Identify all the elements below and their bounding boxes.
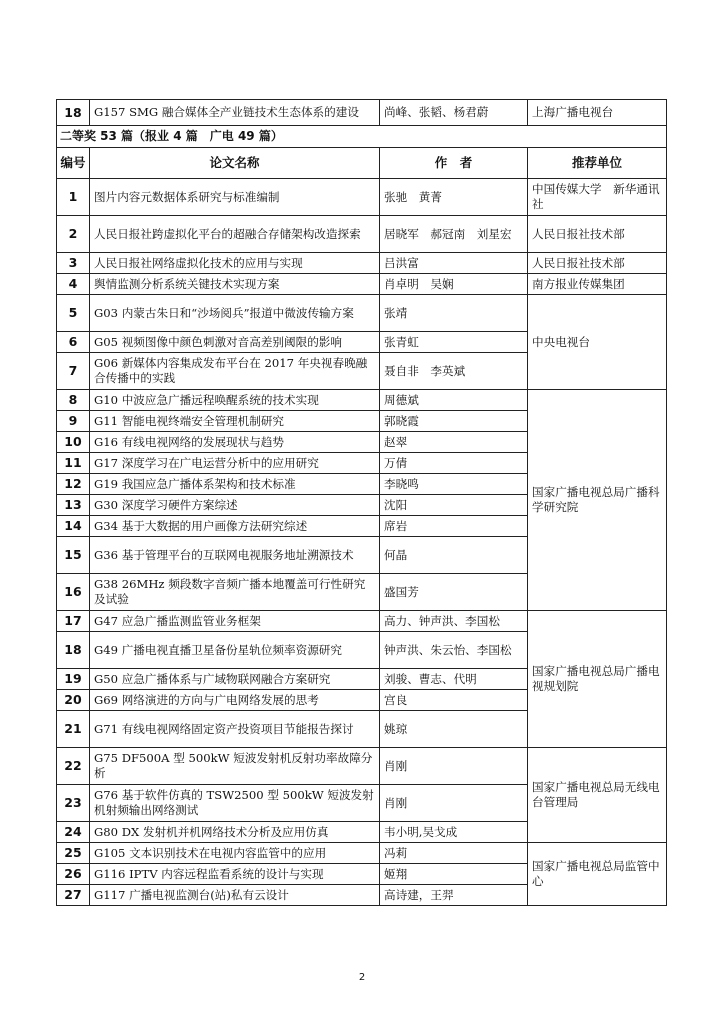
paper-authors: 肖卓明 吴娴 bbox=[380, 274, 528, 295]
row-number: 8 bbox=[57, 390, 90, 411]
paper-authors: 高诗建，王羿 bbox=[380, 885, 528, 906]
row-number: 16 bbox=[57, 574, 90, 611]
page-number: 2 bbox=[358, 972, 366, 983]
paper-authors: 肖刚 bbox=[380, 748, 528, 785]
recommending-unit: 国家广播电视总局监管中心 bbox=[528, 843, 667, 906]
recommending-unit: 国家广播电视总局广播科学研究院 bbox=[528, 390, 667, 611]
header-authors: 作 者 bbox=[380, 148, 528, 179]
paper-authors: 张青虹 bbox=[380, 332, 528, 353]
paper-title: G50 应急广播体系与广域物联网融合方案研究 bbox=[90, 669, 380, 690]
header-number-text: 编号 bbox=[60, 155, 86, 171]
recommending-unit: 人民日报社技术部 bbox=[528, 216, 667, 253]
paper-title: G76 基于软件仿真的 TSW2500 型 500kW 短波发射机射频输出网络测试 bbox=[90, 785, 380, 822]
row-number: 23 bbox=[57, 785, 90, 822]
section-header-row bbox=[57, 126, 667, 148]
row-number: 19 bbox=[57, 669, 90, 690]
paper-title: G38 26MHz 频段数字音频广播本地覆盖可行性研究及试验 bbox=[90, 574, 380, 611]
paper-authors: 姬翔 bbox=[380, 864, 528, 885]
paper-authors: 尚峰、张韬、杨君蔚 bbox=[380, 100, 528, 126]
paper-title: G10 中波应急广播远程唤醒系统的技术实现 bbox=[90, 390, 380, 411]
paper-authors: 盛国芳 bbox=[380, 574, 528, 611]
paper-title: 图片内容元数据体系研究与标准编制 bbox=[90, 179, 380, 216]
paper-title: G36 基于管理平台的互联网电视服务地址溯源技术 bbox=[90, 537, 380, 574]
table-row-top bbox=[57, 100, 667, 126]
paper-title: G117 广播电视监测台(站)私有云设计 bbox=[90, 885, 380, 906]
column-header-row bbox=[57, 148, 667, 179]
table-row bbox=[57, 390, 667, 411]
paper-authors: 冯莉 bbox=[380, 843, 528, 864]
paper-authors: 宫良 bbox=[380, 690, 528, 711]
row-number: 5 bbox=[57, 295, 90, 332]
table-row bbox=[57, 748, 667, 785]
table-row bbox=[57, 611, 667, 632]
row-number: 9 bbox=[57, 411, 90, 432]
paper-title: G49 广播电视直播卫星备份星轨位频率资源研究 bbox=[90, 632, 380, 669]
paper-authors: 李晓鸣 bbox=[380, 474, 528, 495]
paper-authors: 聂自非 李英斌 bbox=[380, 353, 528, 390]
table-row bbox=[57, 295, 667, 332]
paper-title: G157 SMG 融合媒体全产业链技术生态体系的建设 bbox=[90, 100, 380, 126]
row-number: 25 bbox=[57, 843, 90, 864]
row-number: 14 bbox=[57, 516, 90, 537]
row-number: 1 bbox=[57, 179, 90, 216]
table-row bbox=[57, 253, 667, 274]
row-number: 12 bbox=[57, 474, 90, 495]
paper-title: 人民日报社网络虚拟化技术的应用与实现 bbox=[90, 253, 380, 274]
row-number: 11 bbox=[57, 453, 90, 474]
header-number bbox=[57, 148, 90, 179]
paper-authors: 肖刚 bbox=[380, 785, 528, 822]
paper-title: G03 内蒙古朱日和“沙场阅兵”报道中微波传输方案 bbox=[90, 295, 380, 332]
paper-authors: 高力、钟声洪、李国松 bbox=[380, 611, 528, 632]
paper-authors: 何晶 bbox=[380, 537, 528, 574]
paper-authors: 万倩 bbox=[380, 453, 528, 474]
recommending-unit: 南方报业传媒集团 bbox=[528, 274, 667, 295]
row-number: 15 bbox=[57, 537, 90, 574]
table-row bbox=[57, 274, 667, 295]
row-number: 24 bbox=[57, 822, 90, 843]
paper-title: G116 IPTV 内容远程监看系统的设计与实现 bbox=[90, 864, 380, 885]
paper-title: G17 深度学习在广电运营分析中的应用研究 bbox=[90, 453, 380, 474]
paper-authors: 居晓军 郝冠南 刘星宏 bbox=[380, 216, 528, 253]
header-unit: 推荐单位 bbox=[528, 148, 667, 179]
table-row bbox=[57, 216, 667, 253]
row-number: 21 bbox=[57, 711, 90, 748]
paper-authors: 赵翠 bbox=[380, 432, 528, 453]
recommending-unit: 国家广播电视总局无线电台管理局 bbox=[528, 748, 667, 843]
paper-title: G80 DX 发射机并机网络技术分析及应用仿真 bbox=[90, 822, 380, 843]
recommending-unit: 中央电视台 bbox=[528, 295, 667, 390]
paper-authors: 周德斌 bbox=[380, 390, 528, 411]
header-title: 论文名称 bbox=[90, 148, 380, 179]
recommending-unit: 人民日报社技术部 bbox=[528, 253, 667, 274]
recommending-unit: 上海广播电视台 bbox=[528, 100, 667, 126]
paper-title: G69 网络演进的方向与广电网络发展的思考 bbox=[90, 690, 380, 711]
row-number: 13 bbox=[57, 495, 90, 516]
paper-title: G06 新媒体内容集成发布平台在 2017 年央视春晚融合传播中的实践 bbox=[90, 353, 380, 390]
paper-title: G11 智能电视终端安全管理机制研究 bbox=[90, 411, 380, 432]
row-number: 6 bbox=[57, 332, 90, 353]
awards-table bbox=[56, 99, 667, 906]
paper-title: G75 DF500A 型 500kW 短波发射机反射功率故障分析 bbox=[90, 748, 380, 785]
paper-title: G30 深度学习硬件方案综述 bbox=[90, 495, 380, 516]
row-number: 18 bbox=[57, 632, 90, 669]
row-number: 18 bbox=[57, 100, 90, 126]
row-number: 26 bbox=[57, 864, 90, 885]
row-number: 27 bbox=[57, 885, 90, 906]
row-number: 4 bbox=[57, 274, 90, 295]
row-number: 2 bbox=[57, 216, 90, 253]
recommending-unit: 国家广播电视总局广播电视规划院 bbox=[528, 611, 667, 748]
paper-authors: 席岩 bbox=[380, 516, 528, 537]
row-number: 7 bbox=[57, 353, 90, 390]
paper-title: G47 应急广播监测监管业务框架 bbox=[90, 611, 380, 632]
paper-authors: 姚琼 bbox=[380, 711, 528, 748]
row-number: 22 bbox=[57, 748, 90, 785]
awards-table-body bbox=[57, 100, 667, 906]
paper-title: 舆情监测分析系统关键技术实现方案 bbox=[90, 274, 380, 295]
paper-authors: 刘骏、曹志、代明 bbox=[380, 669, 528, 690]
paper-authors: 沈阳 bbox=[380, 495, 528, 516]
paper-title: G71 有线电视网络固定资产投资项目节能报告探讨 bbox=[90, 711, 380, 748]
paper-authors: 张靖 bbox=[380, 295, 528, 332]
section-title: 二等奖 53 篇（报业 4 篇 广电 49 篇） bbox=[57, 126, 667, 148]
table-row bbox=[57, 843, 667, 864]
paper-title: G105 文本识别技术在电视内容监管中的应用 bbox=[90, 843, 380, 864]
paper-authors: 钟声洪、朱云怡、李国松 bbox=[380, 632, 528, 669]
paper-authors: 郭晓霞 bbox=[380, 411, 528, 432]
table-row bbox=[57, 179, 667, 216]
paper-title: G19 我国应急广播体系架构和技术标准 bbox=[90, 474, 380, 495]
paper-title: 人民日报社跨虚拟化平台的超融合存储架构改造探索 bbox=[90, 216, 380, 253]
row-number: 10 bbox=[57, 432, 90, 453]
paper-authors: 张驰 黄菁 bbox=[380, 179, 528, 216]
paper-authors: 韦小明,吴戈成 bbox=[380, 822, 528, 843]
paper-authors: 吕洪富 bbox=[380, 253, 528, 274]
paper-title: G05 视频图像中颜色刺激对音高差别阈限的影响 bbox=[90, 332, 380, 353]
paper-title: G16 有线电视网络的发展现状与趋势 bbox=[90, 432, 380, 453]
recommending-unit: 中国传媒大学 新华通讯社 bbox=[528, 179, 667, 216]
row-number: 3 bbox=[57, 253, 90, 274]
row-number: 17 bbox=[57, 611, 90, 632]
paper-title: G34 基于大数据的用户画像方法研究综述 bbox=[90, 516, 380, 537]
row-number: 20 bbox=[57, 690, 90, 711]
